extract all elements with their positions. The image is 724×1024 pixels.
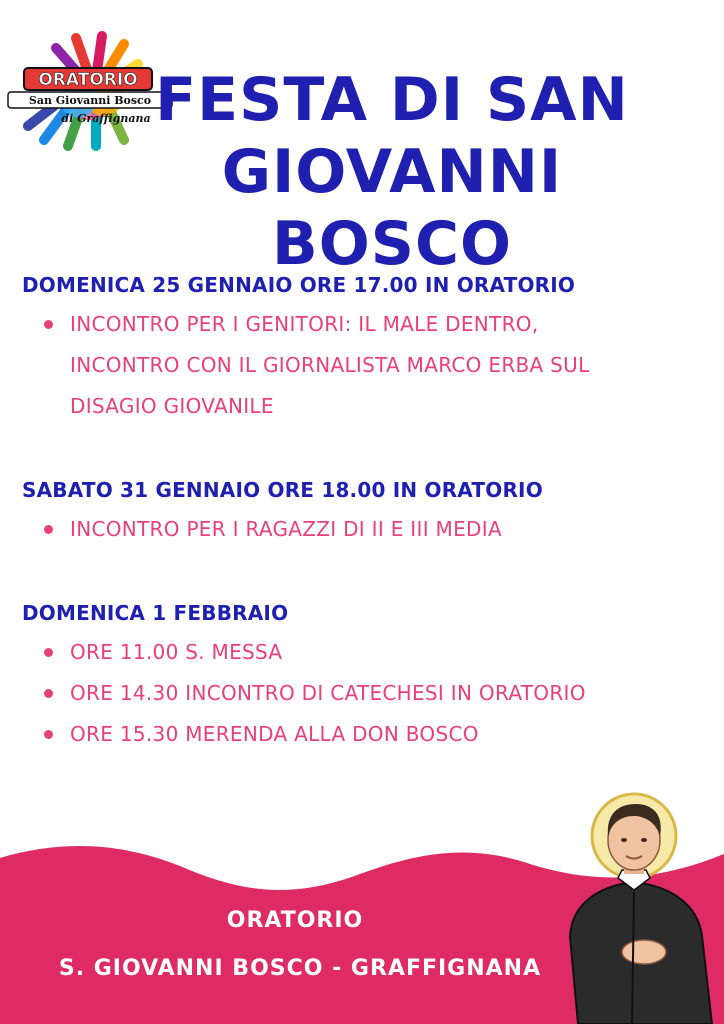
section-day: DOMENICA 1 FEBBRAIO xyxy=(22,601,289,625)
title-line2: GIOVANNI BOSCO xyxy=(221,137,563,279)
list-item-continuation: INCONTRO CON IL GIORNALISTA MARCO ERBA SUL xyxy=(70,353,590,377)
list-item: INCONTRO PER I RAGAZZI DI II E III MEDIA xyxy=(70,509,692,550)
logo-line3: di Graffignana xyxy=(61,112,151,125)
section-items xyxy=(22,509,692,550)
logo-line2: San Giovanni Bosco xyxy=(28,94,152,107)
bullet-icon xyxy=(44,525,53,534)
page-title xyxy=(120,64,664,280)
list-item: ORE 11.00 S. MESSA xyxy=(70,632,692,673)
logo-line1: ORATORIO xyxy=(38,70,138,90)
section-saturday-31 xyxy=(22,471,692,550)
bullet-icon xyxy=(44,320,53,329)
section-day: DOMENICA 25 GENNAIO ORE 17.00 IN ORATORIO xyxy=(22,273,576,297)
footer-line2: S. GIOVANNI BOSCO - GRAFFIGNANA xyxy=(58,956,542,981)
list-item: ORE 15.30 MERENDA ALLA DON BOSCO xyxy=(70,714,692,755)
bullet-icon xyxy=(44,730,53,739)
section-sunday-1 xyxy=(22,594,692,755)
section-items xyxy=(22,304,692,427)
event-program xyxy=(22,266,692,755)
section-sunday-25 xyxy=(22,266,692,427)
list-item: INCONTRO PER I GENITORI: IL MALE DENTRO, xyxy=(70,304,692,345)
bullet-icon xyxy=(44,689,53,698)
section-day: SABATO 31 GENNAIO ORE 18.00 IN ORATORIO xyxy=(22,478,543,502)
list-item-continuation: DISAGIO GIOVANILE xyxy=(70,394,274,418)
section-items xyxy=(22,632,692,755)
title-line1: FESTA DI SAN xyxy=(155,65,629,135)
saint-portrait-icon xyxy=(548,786,724,1024)
footer-line1: ORATORIO xyxy=(226,908,364,933)
bullet-icon xyxy=(44,648,53,657)
list-item: ORE 14.30 INCONTRO DI CATECHESI IN ORATORIO xyxy=(70,673,692,714)
